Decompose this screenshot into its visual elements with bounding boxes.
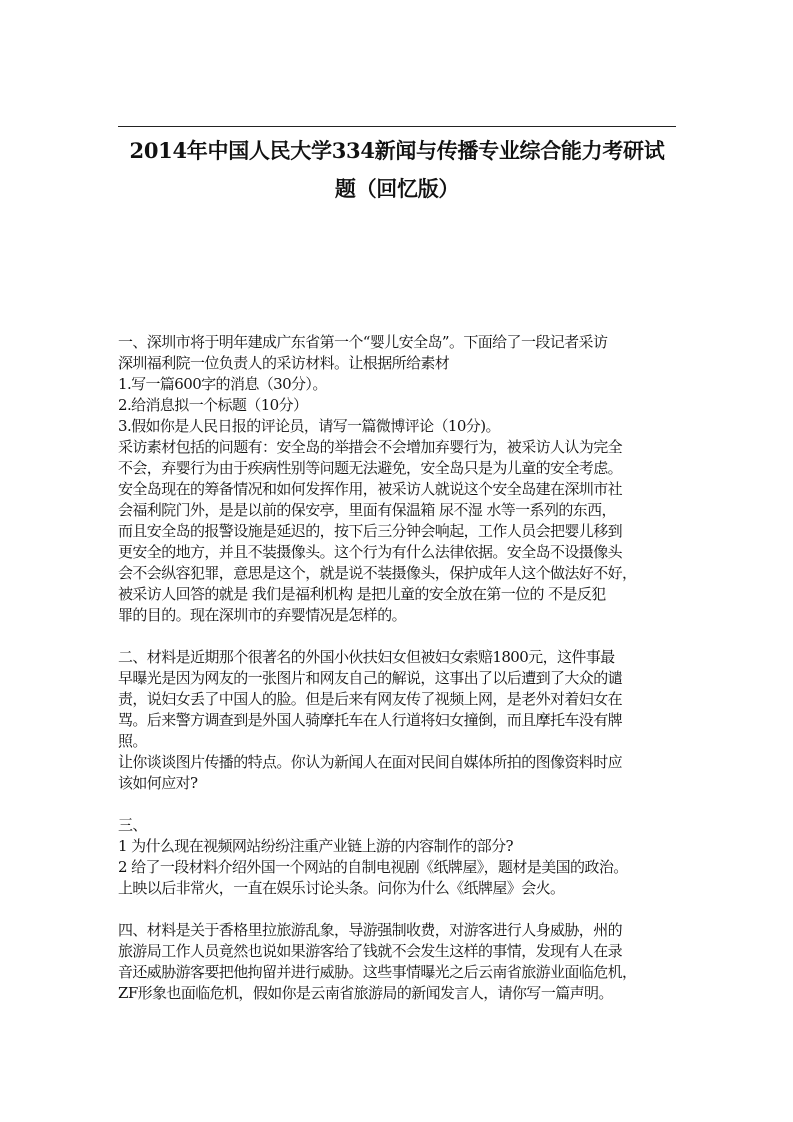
text-line: 二、材料是近期那个很著名的外国小伙扶妇女但被妇女索赔1800元，这件事最 — [118, 648, 615, 666]
paragraph-gap — [118, 626, 682, 647]
text-line: 更安全的地方，并且不装摄像头。这个行为有什么法律依据。安全岛不设摄像头 — [118, 543, 623, 561]
text-line: 采访素材包括的问题有：安全岛的举措会不会增加弃婴行为，被采访人认为完全 — [118, 438, 623, 456]
title-line: 题（回忆版） — [334, 176, 460, 201]
text-line: 被采访人回答的就是 我们是福利机构 是把儿童的安全放在第一位的 不是反犯 — [118, 585, 606, 603]
title-line: 2014年中国人民大学334新闻与传播专业综合能力考研试 — [129, 138, 665, 163]
question-3 — [118, 815, 682, 899]
text-line: 深圳福利院一位负责人的采访材料。让根据所给素材 — [118, 354, 450, 372]
text-line: ZF形象也面临危机，假如你是云南省旅游局的新闻发言人，请你写一篇声明。 — [118, 984, 613, 1002]
text-line: 照。 — [118, 732, 147, 750]
question-2 — [118, 647, 682, 794]
document-body — [118, 332, 682, 1004]
text-line: 不会，弃婴行为由于疾病性别等问题无法避免，安全岛只是为儿童的安全考虑。 — [118, 459, 623, 477]
document-title — [100, 132, 694, 208]
text-line: 会福利院门外，是是以前的保安亭，里面有保温箱 尿不湿 水等一系列的东西， — [118, 501, 616, 519]
text-line: 音还威胁游客要把他拘留并进行威胁。这些事情曝光之后云南省旅游业面临危机， — [118, 963, 637, 981]
text-line: 四、材料是关于香格里拉旅游乱象，导游强制收费，对游客进行人身威胁，州的 — [118, 921, 623, 939]
text-line: 早曝光是因为网友的一张图片和网友自己的解说，这事出了以后遭到了大众的谴 — [118, 669, 623, 687]
text-line: 3.假如你是人民日报的评论员，请写一篇微博评论（10分)。 — [118, 417, 500, 435]
text-line: 让你谈谈图片传播的特点。你认为新闻人在面对民间自媒体所拍的图像资料时应 — [118, 753, 623, 771]
text-line: 该如何应对? — [118, 774, 198, 792]
text-line: 2.给消息拟一个标题（10分） — [118, 396, 308, 414]
text-line: 1.写一篇600字的消息（30分）。 — [118, 375, 327, 393]
text-line: 罪的目的。现在深圳市的弃婴情况是怎样的。 — [118, 606, 407, 624]
paragraph-gap — [118, 899, 682, 920]
text-line: 骂。后来警方调查到是外国人骑摩托车在人行道将妇女撞倒，而且摩托车没有牌 — [118, 711, 623, 729]
text-line: 而且安全岛的报警设施是延迟的，按下后三分钟会响起，工作人员会把婴儿移到 — [118, 522, 623, 540]
text-line: 1 为什么现在视频网站纷纷注重产业链上游的内容制作的部分? — [118, 837, 513, 855]
text-line: 三、 — [118, 816, 147, 834]
text-line: 一、深圳市将于明年建成广东省第一个“婴儿安全岛”。下面给了一段记者采访 — [118, 333, 608, 351]
header-rule — [118, 126, 676, 127]
text-line: 旅游局工作人员竟然也说如果游客给了钱就不会发生这样的事情，发现有人在录 — [118, 942, 623, 960]
text-line: 责，说妇女丢了中国人的脸。但是后来有网友传了视频上网，是老外对着妇女在 — [118, 690, 623, 708]
text-line: 会不会纵容犯罪，意思是这个，就是说不装摄像头，保护成年人这个做法好不好， — [118, 564, 637, 582]
text-line: 2 给了一段材料介绍外国一个网站的自制电视剧《纸牌屋》，题材是美国的政治。 — [118, 858, 628, 876]
text-line: 上映以后非常火，一直在娱乐讨论头条。问你为什么《纸牌屋》会火。 — [118, 879, 565, 897]
text-line: 安全岛现在的筹备情况和如何发挥作用，被采访人就说这个安全岛建在深圳市社 — [118, 480, 623, 498]
question-1 — [118, 332, 682, 626]
paragraph-gap — [118, 794, 682, 815]
question-4 — [118, 920, 682, 1004]
